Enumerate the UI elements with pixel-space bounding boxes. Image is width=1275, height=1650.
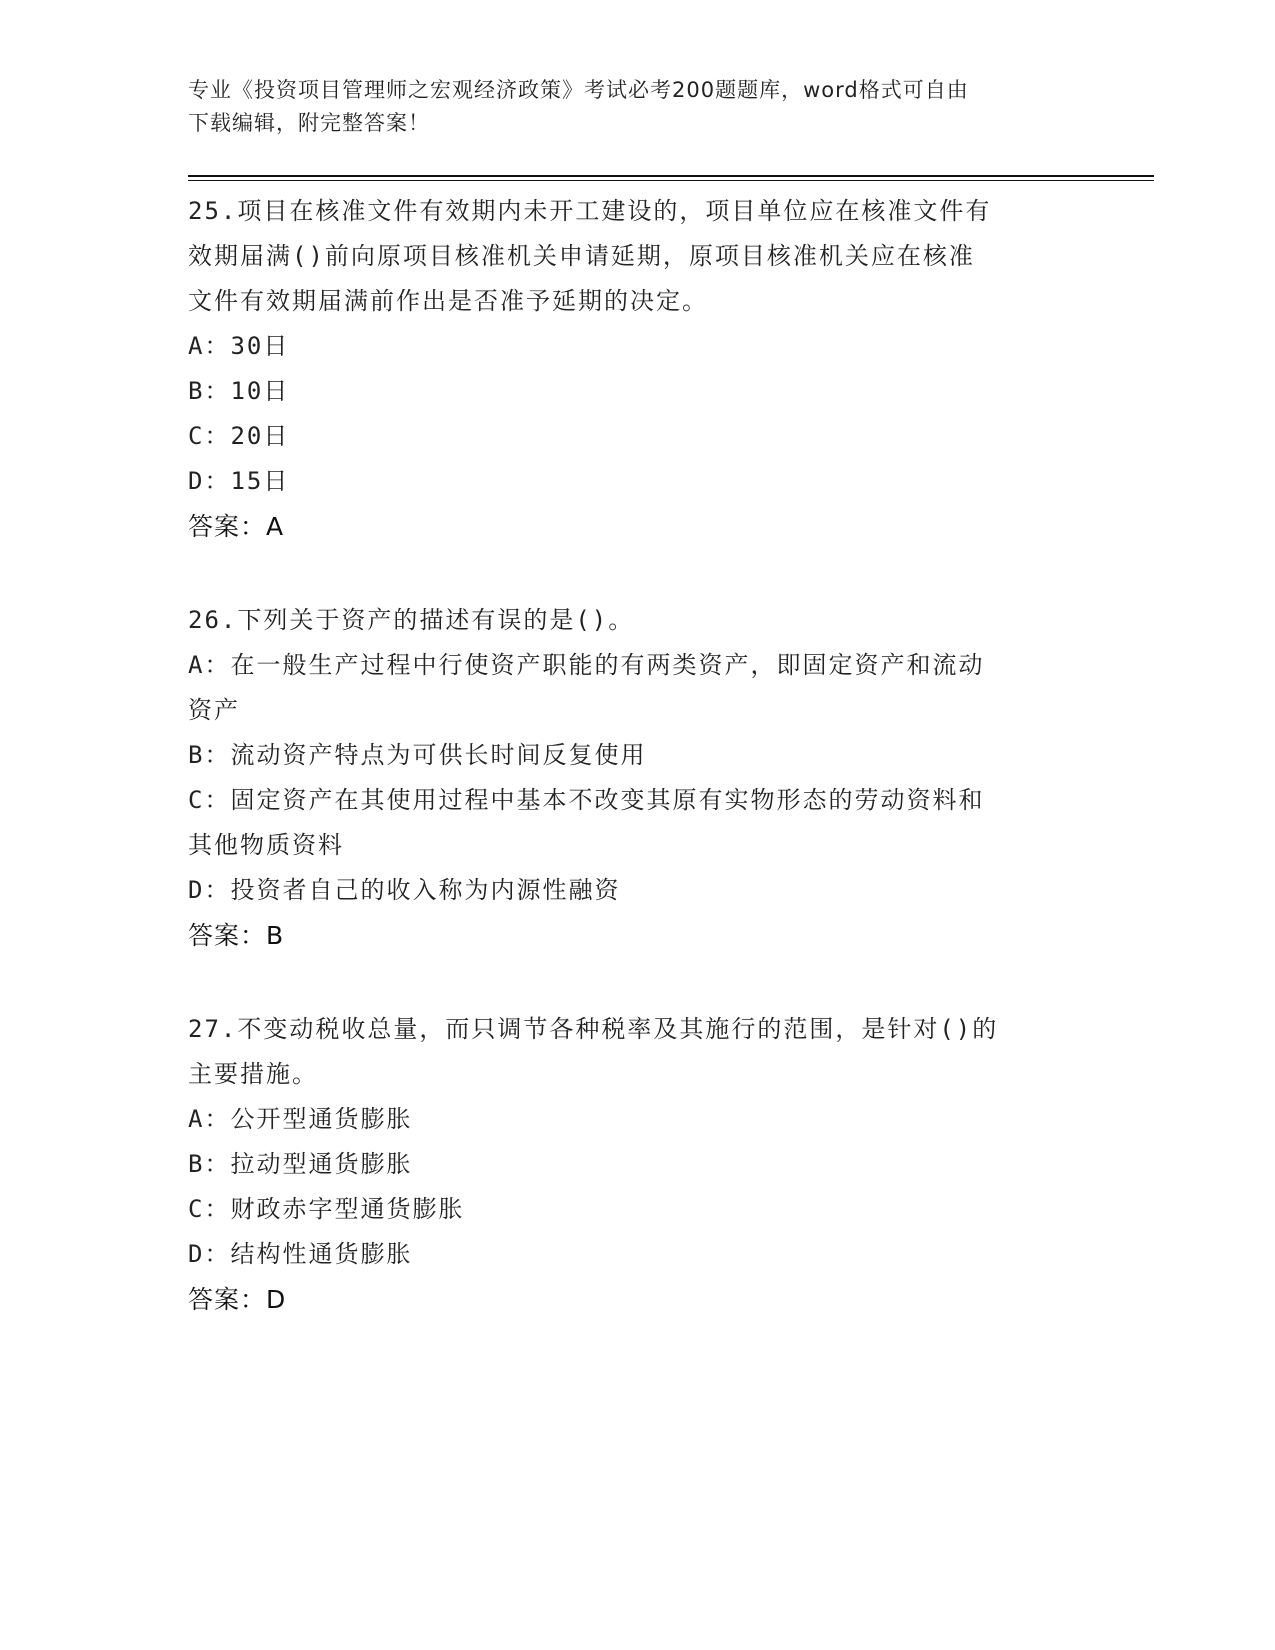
option-line: B：10日 — [188, 377, 290, 405]
header-line-2: 下载编辑，附完整答案！ — [188, 111, 430, 135]
option-d — [188, 1232, 1088, 1277]
option-line: C：财政赤字型通货膨胀 — [188, 1195, 465, 1223]
option-b — [188, 733, 1088, 778]
question-27 — [188, 1007, 1088, 1322]
option-d — [188, 459, 1088, 504]
question-26 — [188, 598, 1088, 958]
option-line: C：20日 — [188, 422, 290, 450]
option-line: D：15日 — [188, 467, 290, 495]
header-line-1: 专业《投资项目管理师之宏观经济政策》考试必考200题题库，word格式可自由 — [188, 78, 969, 102]
option-b — [188, 1142, 1088, 1187]
stem-line: 效期届满()前向原项目核准机关申请延期，原项目核准机关应在核准 — [188, 242, 975, 270]
option-line: 其他物质资料 — [188, 831, 344, 859]
option-line: A：30日 — [188, 332, 290, 360]
option-c — [188, 414, 1088, 459]
option-a — [188, 643, 1088, 733]
answer-line: 答案：A — [188, 512, 285, 541]
option-line: D：投资者自己的收入称为内源性融资 — [188, 876, 621, 904]
option-c — [188, 1187, 1088, 1232]
stem-line: 文件有效期届满前作出是否准予延期的决定。 — [188, 287, 708, 315]
option-d — [188, 868, 1088, 913]
question-stem — [188, 1007, 1088, 1097]
stem-line: 主要措施。 — [188, 1060, 318, 1088]
question-25 — [188, 189, 1088, 549]
question-stem — [188, 598, 1088, 643]
option-line: 资产 — [188, 696, 240, 724]
header-divider-thin — [188, 180, 1154, 181]
answer-line: 答案：B — [188, 921, 285, 950]
option-a — [188, 1097, 1088, 1142]
answer-line: 答案：D — [188, 1285, 287, 1314]
option-line: B：流动资产特点为可供长时间反复使用 — [188, 741, 647, 769]
stem-line: 25.项目在核准文件有效期内未开工建设的，项目单位应在核准文件有 — [188, 197, 992, 225]
document-header — [188, 74, 1088, 140]
option-line: A：在一般生产过程中行使资产职能的有两类资产，即固定资产和流动 — [188, 651, 985, 679]
option-line: A：公开型通货膨胀 — [188, 1105, 413, 1133]
option-line: D：结构性通货膨胀 — [188, 1240, 413, 1268]
header-divider-thick — [188, 175, 1154, 177]
option-line: C：固定资产在其使用过程中基本不改变其原有实物形态的劳动资料和 — [188, 786, 985, 814]
option-b — [188, 369, 1088, 414]
option-line: B：拉动型通货膨胀 — [188, 1150, 413, 1178]
stem-line: 27.不变动税收总量，而只调节各种税率及其施行的范围，是针对()的 — [188, 1015, 999, 1043]
question-stem — [188, 189, 1088, 324]
stem-line: 26.下列关于资产的描述有误的是()。 — [188, 606, 635, 634]
option-c — [188, 778, 1088, 868]
option-a — [188, 324, 1088, 369]
